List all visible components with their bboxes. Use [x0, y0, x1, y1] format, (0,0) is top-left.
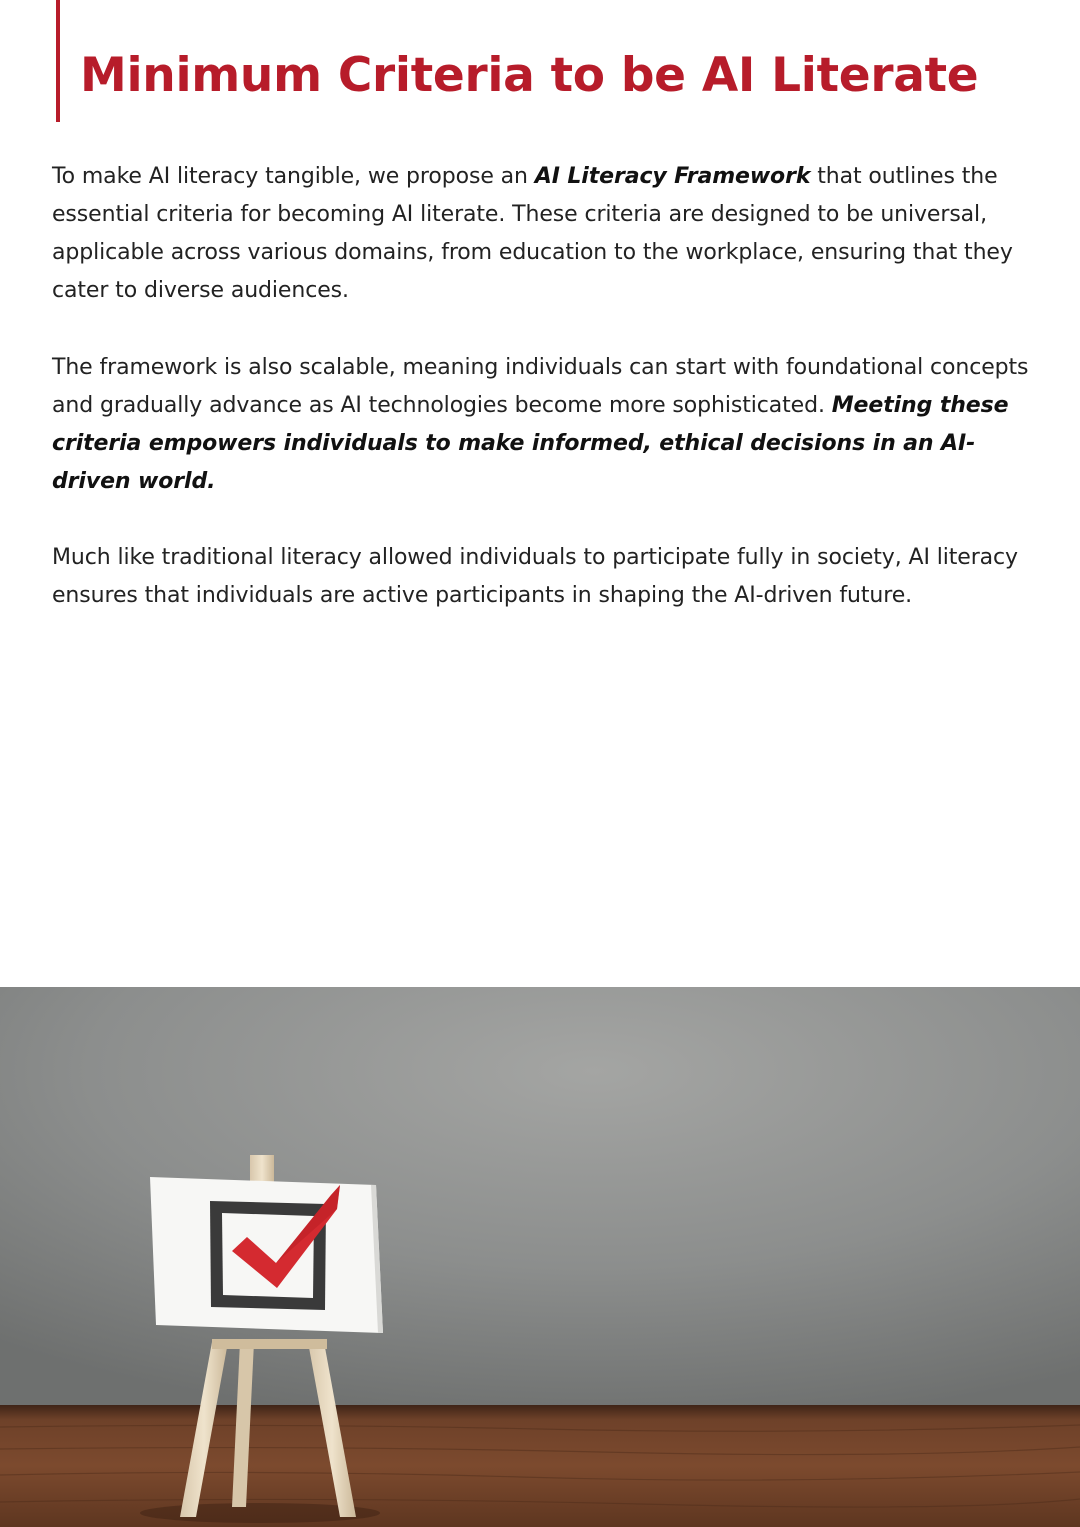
page-title: Minimum Criteria to be AI Literate [80, 48, 979, 103]
intro-text-start: To make AI literacy tangible, we propose an [52, 164, 535, 189]
framework-emphasis: AI Literacy Framework [534, 164, 811, 189]
literacy-paragraph: Much like traditional literacy allowed individuals to participate fully in society, AI literacy ensures that individuals are active participants in shaping the AI-driven future. [52, 545, 1018, 608]
title-accent-bar [56, 0, 60, 122]
intro-paragraph [52, 158, 1037, 310]
scalability-text: The framework is also scalable, meaning individuals can start with foundational concepts and gradually advance as AI technologies become more sophisticated. [52, 355, 1029, 418]
easel-checkbox-photo [0, 987, 1080, 1527]
intro-text-end: that outlines the essential criteria for becoming AI literate. These criteria are designed to be universal, applicable across various domains, from education to the workplace, ensuring that they cater to diverse audiences. [52, 164, 1013, 303]
empowerment-emphasis: Meeting these criteria empowers individuals to make informed, ethical decisions in an AI-driven world. [52, 393, 1009, 494]
scalability-paragraph [52, 349, 1037, 501]
checkbox-icon [210, 1201, 326, 1310]
